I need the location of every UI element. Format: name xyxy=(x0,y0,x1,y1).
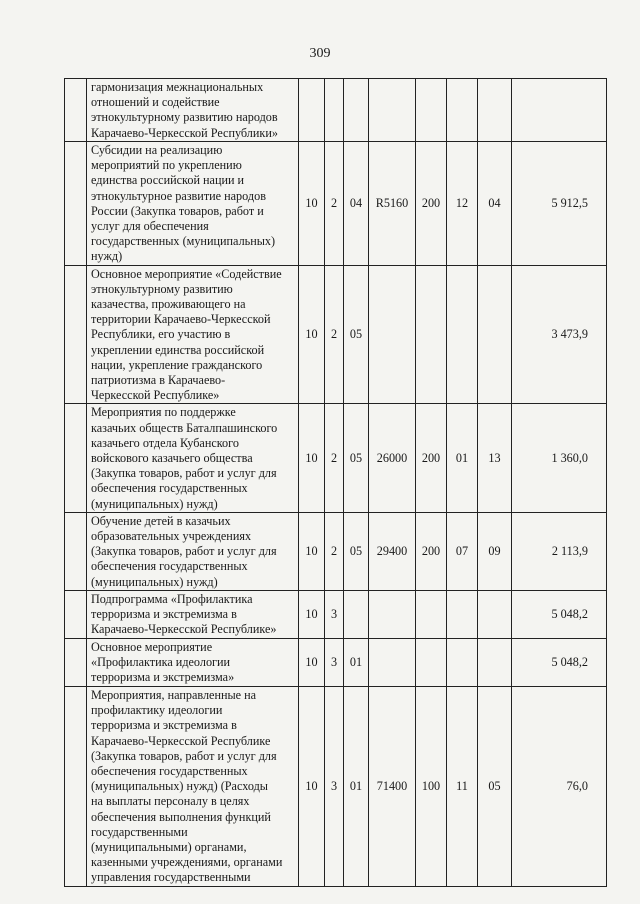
subdivision-code xyxy=(478,638,512,686)
activity-code xyxy=(344,79,369,142)
expense-type-code: 200 xyxy=(416,512,447,590)
blank-cell xyxy=(65,512,87,590)
subdivision-code xyxy=(478,79,512,142)
amount: 1 360,0 xyxy=(512,404,607,512)
division-code: 07 xyxy=(447,512,478,590)
subprogram-code: 3 xyxy=(325,638,344,686)
expense-type-code xyxy=(416,590,447,638)
section-code: 10 xyxy=(299,638,325,686)
blank-cell xyxy=(65,265,87,404)
expense-type-code: 200 xyxy=(416,142,447,266)
division-code: 01 xyxy=(447,404,478,512)
activity-code: 05 xyxy=(344,404,369,512)
activity-code: 01 xyxy=(344,638,369,686)
table-row xyxy=(65,512,607,590)
item-name: гармонизация межнациональных отношений и содействие этнокультурному развитию народов Карачаево-Черкесской Республики» xyxy=(87,79,299,142)
section-code: 10 xyxy=(299,142,325,266)
activity-code: 05 xyxy=(344,512,369,590)
blank-cell xyxy=(65,686,87,886)
blank-cell xyxy=(65,638,87,686)
direction-code xyxy=(369,590,416,638)
subdivision-code xyxy=(478,590,512,638)
amount: 5 048,2 xyxy=(512,590,607,638)
subprogram-code: 3 xyxy=(325,590,344,638)
division-code: 11 xyxy=(447,686,478,886)
table-row xyxy=(65,404,607,512)
item-name: Мероприятия, направленные на профилактику идеологии терроризма и экстремизма в Карачаево-Черкесской Республике (Закупка товаров, работ и услуг для обеспечения государственных (муниципальных) нужд) (Расходы на выплаты персоналу в целях обеспечения выполнения функций государственными (муниципальными) органами, казенными учреждениями, органами управления государственными xyxy=(87,686,299,886)
amount: 5 912,5 xyxy=(512,142,607,266)
table-row xyxy=(65,686,607,886)
blank-cell xyxy=(65,404,87,512)
expense-type-code: 100 xyxy=(416,686,447,886)
table-row xyxy=(65,265,607,404)
expense-type-code xyxy=(416,265,447,404)
direction-code xyxy=(369,638,416,686)
expense-type-code: 200 xyxy=(416,404,447,512)
division-code xyxy=(447,638,478,686)
table-row xyxy=(65,142,607,266)
subdivision-code: 05 xyxy=(478,686,512,886)
page-number: 309 xyxy=(309,46,331,61)
item-name: Основное мероприятие «Содействие этнокультурному развитию казачества, проживающего на территории Карачаево-Черкесской Республики, его участию в укреплении единства российской нации, укрепление гражданского патриотизма в Карачаево- Черкесской Республике» xyxy=(87,265,299,404)
subdivision-code: 04 xyxy=(478,142,512,266)
subprogram-code: 2 xyxy=(325,512,344,590)
amount: 2 113,9 xyxy=(512,512,607,590)
direction-code: 29400 xyxy=(369,512,416,590)
table-row xyxy=(65,79,607,142)
division-code xyxy=(447,265,478,404)
amount: 5 048,2 xyxy=(512,638,607,686)
item-name: Субсидии на реализацию мероприятий по укреплению единства российской нации и этнокультурное развитие народов России (Закупка товаров, работ и услуг для обеспечения государственных (муниципальных) нужд) xyxy=(87,142,299,266)
section-code xyxy=(299,79,325,142)
section-code: 10 xyxy=(299,512,325,590)
direction-code xyxy=(369,79,416,142)
amount: 3 473,9 xyxy=(512,265,607,404)
subdivision-code xyxy=(478,265,512,404)
direction-code: 71400 xyxy=(369,686,416,886)
section-code: 10 xyxy=(299,590,325,638)
activity-code: 04 xyxy=(344,142,369,266)
table-row xyxy=(65,638,607,686)
activity-code: 05 xyxy=(344,265,369,404)
division-code xyxy=(447,79,478,142)
subprogram-code: 3 xyxy=(325,686,344,886)
table-row xyxy=(65,590,607,638)
blank-cell xyxy=(65,590,87,638)
subprogram-code: 2 xyxy=(325,404,344,512)
item-name: Обучение детей в казачьих образовательных учреждениях (Закупка товаров, работ и услуг для обеспечения государственных (муниципальных) нужд) xyxy=(87,512,299,590)
subprogram-code: 2 xyxy=(325,142,344,266)
subprogram-code xyxy=(325,79,344,142)
item-name: Мероприятия по поддержке казачьих обществ Баталпашинского казачьего отдела Кубанского войскового казачьего общества (Закупка товаров, работ и услуг для обеспечения государственных (муниципальных) нужд) xyxy=(87,404,299,512)
subprogram-code: 2 xyxy=(325,265,344,404)
division-code xyxy=(447,590,478,638)
blank-cell xyxy=(65,79,87,142)
subdivision-code: 09 xyxy=(478,512,512,590)
expense-type-code xyxy=(416,79,447,142)
activity-code: 01 xyxy=(344,686,369,886)
section-code: 10 xyxy=(299,404,325,512)
direction-code xyxy=(369,265,416,404)
section-code: 10 xyxy=(299,686,325,886)
blank-cell xyxy=(65,142,87,266)
expense-type-code xyxy=(416,638,447,686)
amount: 76,0 xyxy=(512,686,607,886)
division-code: 12 xyxy=(447,142,478,266)
item-name: Основное мероприятие «Профилактика идеологии терроризма и экстремизма» xyxy=(87,638,299,686)
activity-code xyxy=(344,590,369,638)
amount xyxy=(512,79,607,142)
item-name: Подпрограмма «Профилактика терроризма и экстремизма в Карачаево-Черкесской Республике» xyxy=(87,590,299,638)
direction-code: R5160 xyxy=(369,142,416,266)
subdivision-code: 13 xyxy=(478,404,512,512)
section-code: 10 xyxy=(299,265,325,404)
budget-table xyxy=(64,78,607,887)
direction-code: 26000 xyxy=(369,404,416,512)
